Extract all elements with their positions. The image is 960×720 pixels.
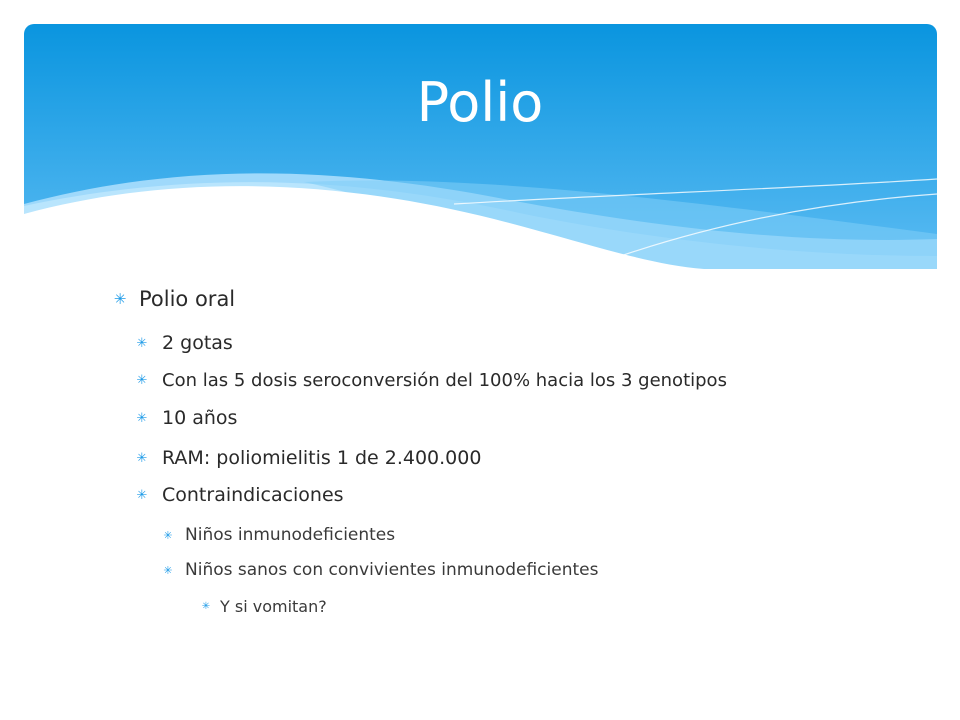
bullet-text: Y si vomitan?	[220, 597, 327, 616]
asterisk-icon: ✳	[136, 410, 148, 426]
bullet-item	[135, 370, 727, 391]
bullet-item	[135, 407, 237, 429]
bullet-text: 10 años	[162, 407, 238, 429]
bullet-text: RAM: poliomielitis 1 de 2.400.000	[162, 447, 482, 469]
asterisk-icon: ✳	[113, 290, 127, 308]
bullet-item	[162, 525, 395, 545]
asterisk-icon: ✳	[136, 450, 148, 466]
bullet-item	[112, 287, 235, 311]
asterisk-icon: ✳	[136, 373, 148, 388]
bullet-item	[135, 332, 233, 354]
asterisk-icon: ✳	[163, 528, 173, 542]
slide-title: Polio	[416, 71, 544, 134]
bullet-text: Polio oral	[139, 287, 236, 311]
bullet-text: 2 gotas	[162, 332, 233, 354]
bullet-text: Con las 5 dosis seroconversión del 100% hacia los 3 genotipos	[162, 370, 727, 391]
bullet-item	[201, 597, 327, 616]
bullet-item	[135, 447, 481, 469]
bullet-text: Contraindicaciones	[162, 484, 344, 506]
asterisk-icon: ✳	[163, 563, 173, 577]
bullet-text: Niños sanos con convivientes inmunodeficientes	[185, 560, 599, 580]
bullet-item	[162, 560, 598, 580]
bullet-item	[135, 484, 344, 506]
bullet-text: Niños inmunodeficientes	[185, 525, 396, 545]
asterisk-icon: ✳	[136, 335, 148, 351]
asterisk-icon: ✳	[136, 487, 148, 503]
asterisk-icon: ✳	[201, 601, 211, 612]
